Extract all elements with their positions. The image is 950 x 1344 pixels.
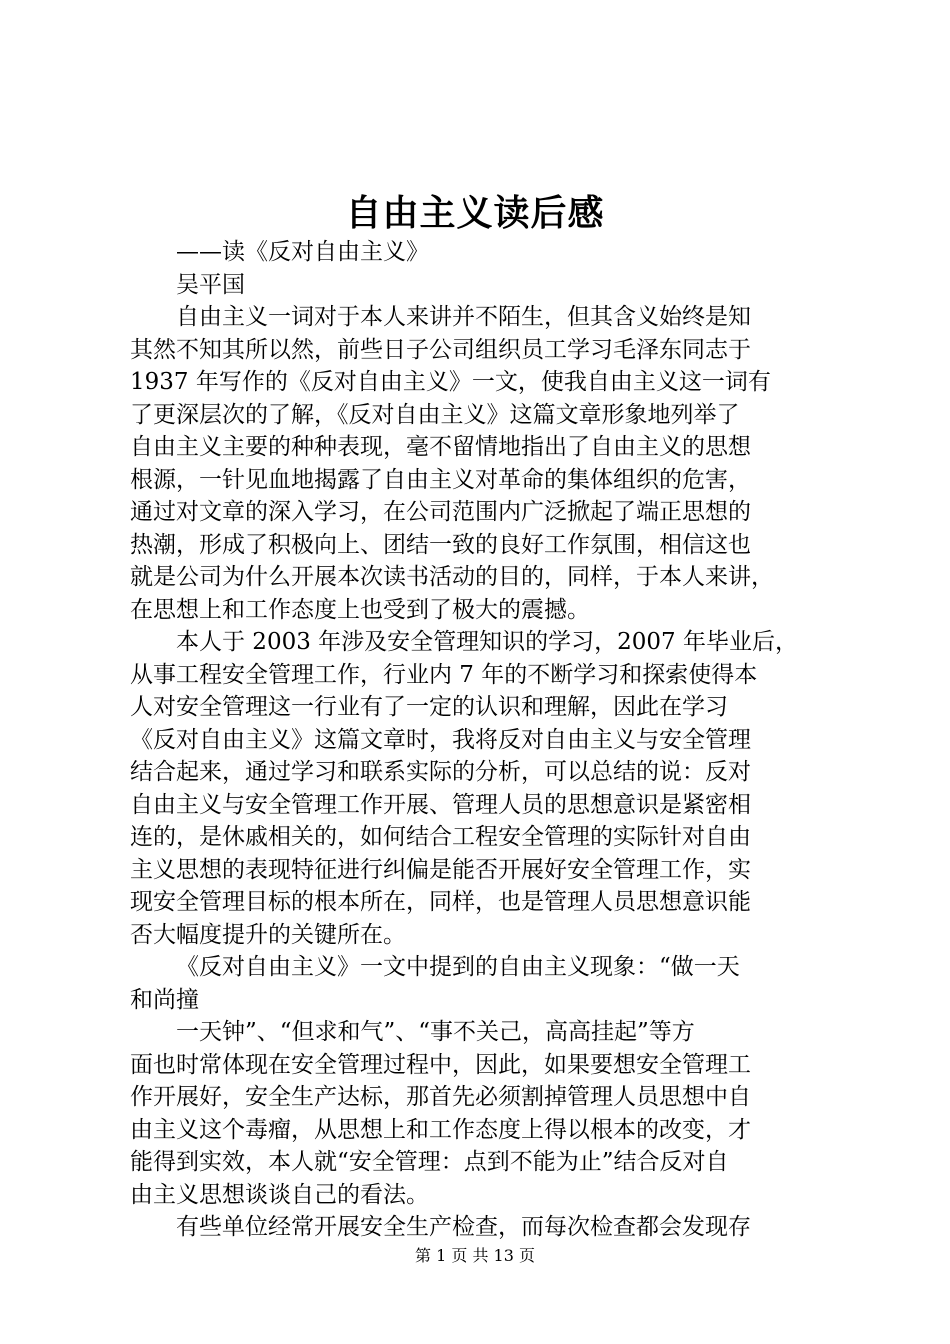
paragraph-line: 自由主义主要的种种表现，毫不留情地指出了自由主义的思想 [130, 434, 751, 460]
paragraph-line: 作开展好，安全生产达标，那首先必须割掉管理人员思想中自 [130, 1084, 751, 1110]
document-body [130, 236, 830, 1244]
document-title: 自由主义读后感 [345, 192, 605, 234]
paragraph-line: 从事工程安全管理工作，行业内 7 年的不断学习和探索使得本 [130, 661, 758, 688]
paragraph-line: 否大幅度提升的关键所在。 [130, 921, 406, 948]
paragraph-line: 由主义这个毒瘤，从思想上和工作态度上得以根本的改变，才 [130, 1116, 751, 1143]
paragraph-line: 面也时常体现在安全管理过程中，因此，如果要想安全管理工 [130, 1051, 751, 1078]
paragraph-line: 就是公司为什么开展本次读书活动的目的，同样，于本人来讲， [130, 564, 774, 590]
page-number-footer: 第 1 页 共 13 页 [415, 1246, 535, 1265]
paragraph-line: 了更深层次的了解，《反对自由主义》这篇文章形象地列举了 [130, 401, 740, 428]
paragraph-line: 本人于 2003 年涉及安全管理知识的学习，2007 年毕业后， [176, 629, 798, 655]
paragraph-line: 和尚撞 [130, 986, 199, 1013]
paragraph-line: 其然不知其所以然，前些日子公司组织员工学习毛泽东同志于 [130, 336, 751, 363]
paragraph-line: 自由主义一词对于本人来讲并不陌生，但其含义始终是知 [176, 304, 751, 330]
paragraph-line: 人对安全管理这一行业有了一定的认识和理解，因此在学习 [130, 694, 728, 720]
subtitle-line: ——读《反对自由主义》 [176, 239, 429, 265]
paragraph-line: 根源，一针见血地揭露了自由主义对革命的集体组织的危害， [130, 466, 751, 493]
paragraph-line: 连的，是休戚相关的，如何结合工程安全管理的实际针对自由 [130, 824, 751, 850]
paragraph-line: 有些单位经常开展安全生产检查，而每次检查都会发现存 [176, 1214, 751, 1240]
author-line: 吴平国 [176, 271, 245, 298]
paragraph-line: 热潮，形成了积极向上、团结一致的良好工作氛围，相信这也 [130, 531, 751, 558]
paragraph-line: 结合起来，通过学习和联系实际的分析，可以总结的说：反对 [130, 759, 751, 785]
paragraph-line: 主义思想的表现特征进行纠偏是能否开展好安全管理工作，实 [130, 856, 751, 883]
paragraph-line: 《反对自由主义》这篇文章时，我将反对自由主义与安全管理 [130, 726, 751, 753]
paragraph-line: 在思想上和工作态度上也受到了极大的震撼。 [130, 596, 590, 623]
paragraph-line: 《反对自由主义》一文中提到的自由主义现象：“做一天 [176, 954, 740, 980]
paragraph-line: 自由主义与安全管理工作开展、管理人员的思想意识是紧密相 [130, 791, 751, 818]
body-text [130, 301, 830, 1244]
paragraph-line: 能得到实效，本人就“安全管理：点到不能为止”结合反对自 [130, 1149, 729, 1175]
paragraph-line: 由主义思想谈谈自己的看法。 [130, 1181, 429, 1208]
paragraph-line: 通过对文章的深入学习，在公司范围内广泛掀起了端正思想的 [130, 499, 751, 525]
paragraph-line: 1937 年写作的《反对自由主义》一文，使我自由主义这一词有 [130, 369, 771, 395]
paragraph-line: 现安全管理目标的根本所在，同样，也是管理人员思想意识能 [130, 889, 751, 915]
paragraph-line: 一天钟”、“但求和气”、“事不关己，高高挂起”等方 [176, 1019, 695, 1045]
